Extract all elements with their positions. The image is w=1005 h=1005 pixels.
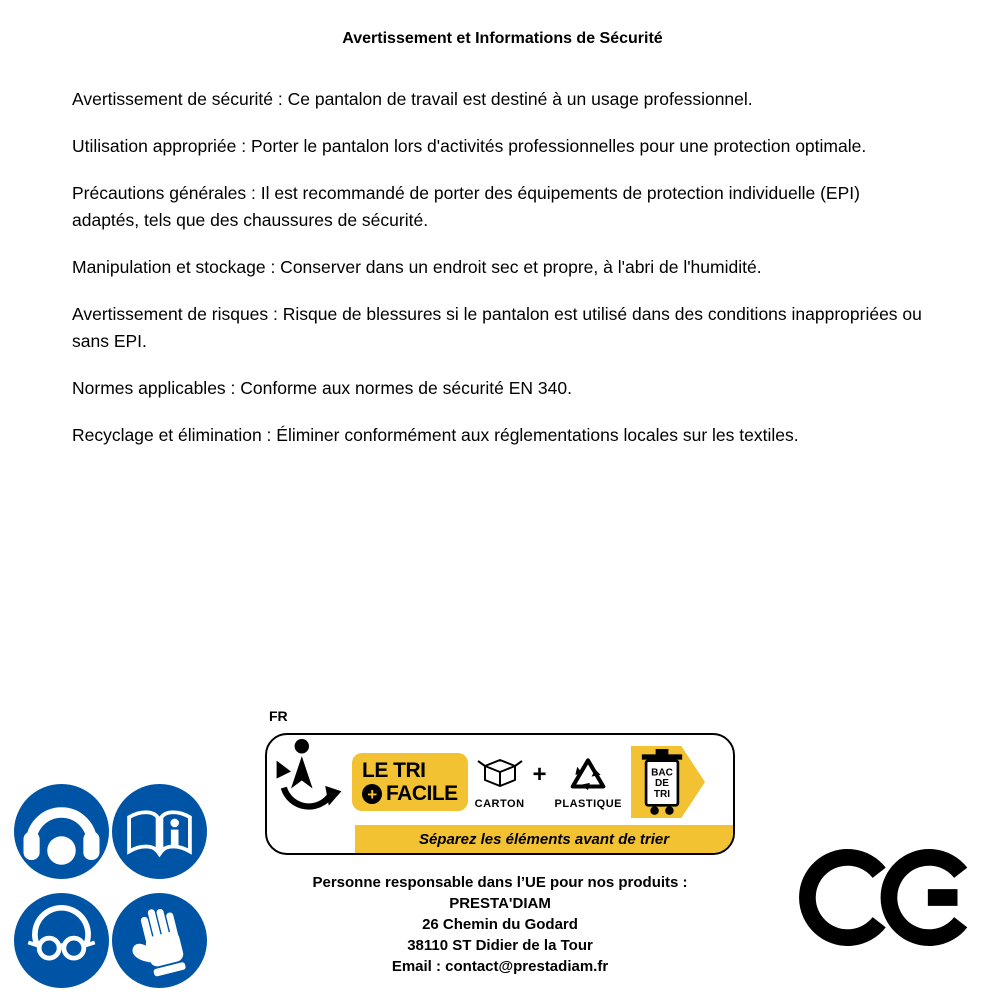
bin-text-line2: DE: [655, 778, 669, 790]
wear-protective-gloves-icon: [112, 893, 207, 988]
responsible-intro: Personne responsable dans l’UE pour nos produits :: [312, 874, 688, 891]
paragraph-appropriate-use: Utilisation appropriée : Porter le pantalon lors d'activités professionnelles pour une protection optimale.: [72, 136, 867, 156]
responsible-email: Email : contact@prestadiam.fr: [391, 958, 609, 975]
responsible-person-block: [240, 872, 760, 977]
responsible-address-line2: 38110 ST Didier de la Tour: [407, 937, 593, 954]
page-title: Avertissement et Informations de Sécurité: [342, 30, 663, 47]
paragraph-standards: Normes applicables : Conforme aux normes de sécurité EN 340.: [72, 378, 572, 398]
paragraph-risk-warning: Avertissement de risques : Risque de blessures si le pantalon est utilisé dans des conditions inappropriées ou sans EPI.: [72, 304, 922, 351]
material-carton: [475, 755, 525, 810]
sorting-instruction-text: Séparez les éléments avant de trier: [418, 830, 670, 848]
responsible-address-line1: 26 Chemin du Godard: [422, 916, 578, 933]
mandatory-pictograms: [14, 784, 207, 988]
triman-icon: [273, 737, 345, 828]
le-tri-facile-badge: [352, 753, 468, 811]
bin-text-line1: BAC: [651, 767, 673, 779]
read-instruction-manual-icon: [112, 784, 207, 879]
material-plastique: [555, 755, 622, 810]
sorting-bin: [631, 743, 705, 821]
wear-eye-protection-icon: [14, 893, 109, 988]
facile-line: [362, 783, 458, 805]
bin-text-line3: TRI: [653, 788, 671, 800]
tri-facile-row: [267, 735, 733, 827]
country-code: FR: [269, 708, 288, 724]
paragraph-general-precautions: Précautions générales : Il est recommandé de porter des équipements de protection individuelle (EPI) adaptés, tels que des chaussures de sécurité.: [72, 183, 860, 230]
paragraph-handling-storage: Manipulation et stockage : Conserver dans un endroit sec et propre, à l'abri de l'humidité.: [72, 257, 762, 277]
carton-label: CARTON: [474, 797, 525, 810]
sorting-instruction-band: [355, 825, 733, 853]
plus-separator: +: [532, 761, 547, 788]
bin-icon: [638, 748, 686, 818]
facile-text: FACILE: [386, 782, 458, 805]
recycling-triangle-icon: [568, 755, 608, 794]
plus-circle-icon: +: [362, 784, 382, 804]
safety-text-block: [0, 86, 1005, 449]
tri-facile-label: [265, 733, 735, 855]
le-tri-text: LE TRI: [362, 759, 426, 782]
paragraph-safety-warning: Avertissement de sécurité : Ce pantalon de travail est destiné à un usage professionnel.: [72, 89, 753, 109]
paragraph-recycling: Recyclage et élimination : Éliminer conformément aux réglementations locales sur les textiles.: [72, 425, 799, 445]
wear-ear-protection-icon: [14, 784, 109, 879]
ce-marking-icon: [798, 845, 970, 955]
plastique-label: PLASTIQUE: [554, 797, 622, 810]
responsible-company: PRESTA'DIAM: [449, 895, 551, 912]
carton-box-icon: [477, 755, 523, 794]
